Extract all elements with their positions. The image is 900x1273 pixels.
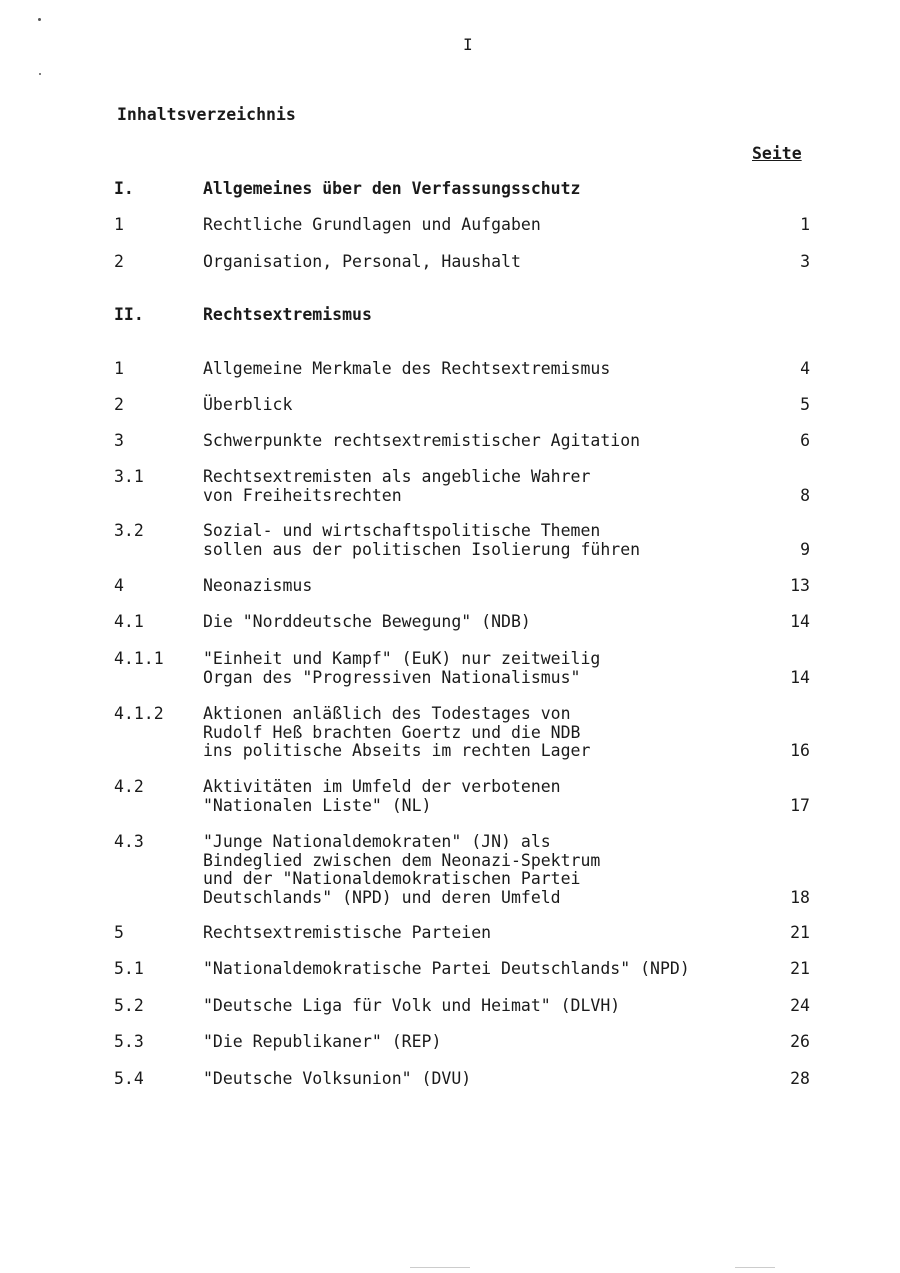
toc-entry[interactable] bbox=[0, 577, 900, 596]
toc-entry[interactable] bbox=[0, 705, 900, 761]
entry-title: Organisation, Personal, Haushalt bbox=[203, 252, 521, 271]
section-number: I. bbox=[114, 179, 134, 198]
entry-page: 14 bbox=[790, 667, 810, 687]
toc-entry[interactable] bbox=[0, 997, 900, 1016]
entry-title: Die "Norddeutsche Bewegung" (NDB) bbox=[203, 612, 531, 631]
toc-entry[interactable] bbox=[0, 960, 900, 979]
entry-title: "Deutsche Volksunion" (DVU) bbox=[203, 1069, 472, 1088]
entry-page: 14 bbox=[790, 612, 810, 631]
entry-title: "Einheit und Kampf" (EuK) nur zeitweilig Organ des "Progressiven Nationalismus" bbox=[203, 649, 601, 687]
entry-title: "Nationaldemokratische Partei Deutschlands" (NPD) bbox=[203, 959, 690, 978]
entry-page: 9 bbox=[800, 539, 810, 559]
entry-title: Rechtsextremisten als angebliche Wahrer von Freiheitsrechten bbox=[203, 467, 591, 505]
entry-number: 1 bbox=[114, 215, 124, 234]
entry-page: 16 bbox=[790, 741, 810, 760]
scan-speck bbox=[39, 73, 41, 75]
entry-title: Sozial- und wirtschaftspolitische Themen sollen aus der politischen Isolierung führen bbox=[203, 521, 641, 559]
entry-title: "Deutsche Liga für Volk und Heimat" (DLVH) bbox=[203, 996, 621, 1015]
entry-page: 21 bbox=[790, 959, 810, 978]
entry-title: Schwerpunkte rechtsextremistischer Agitation bbox=[203, 431, 641, 450]
entry-page: 3 bbox=[800, 252, 810, 271]
entry-number: 5.2 bbox=[114, 996, 144, 1015]
toc-entry[interactable] bbox=[0, 396, 900, 415]
entry-title: Aktivitäten im Umfeld der verbotenen "Nationalen Liste" (NL) bbox=[203, 777, 561, 815]
entry-title: "Die Republikaner" (REP) bbox=[203, 1032, 442, 1051]
entry-title: "Junge Nationaldemokraten" (JN) als Bindeglied zwischen dem Neonazi-Spektrum und der "Nationaldemokratischen Partei Deutschlands" (NPD) und deren Umfeld bbox=[203, 832, 601, 907]
entry-number: 2 bbox=[114, 252, 124, 271]
section-title: Rechtsextremismus bbox=[203, 305, 372, 324]
entry-page: 8 bbox=[800, 485, 810, 505]
section-number: II. bbox=[114, 305, 144, 324]
toc-entry[interactable] bbox=[0, 778, 900, 815]
entry-number: 3.2 bbox=[114, 521, 144, 540]
entry-title: Neonazismus bbox=[203, 576, 313, 595]
entry-title: Rechtliche Grundlagen und Aufgaben bbox=[203, 215, 541, 234]
entry-title: Rechtsextremistische Parteien bbox=[203, 923, 492, 942]
entry-title: Überblick bbox=[203, 395, 293, 414]
entry-title: Aktionen anläßlich des Todestages von Rudolf Heß brachten Goertz und die NDB ins politische Abseits im rechten Lager bbox=[203, 704, 591, 760]
toc-entry[interactable] bbox=[0, 833, 900, 907]
section-title: Allgemeines über den Verfassungsschutz bbox=[203, 179, 581, 198]
toc-entry[interactable] bbox=[0, 216, 900, 235]
entry-page: 24 bbox=[790, 996, 810, 1015]
entry-number: 4.2 bbox=[114, 777, 144, 796]
entry-number: 4 bbox=[114, 576, 124, 595]
scan-artifact bbox=[410, 1267, 470, 1268]
toc-entry[interactable] bbox=[0, 468, 900, 505]
toc-entry[interactable] bbox=[0, 650, 900, 687]
entry-page: 21 bbox=[790, 923, 810, 942]
page-number: I bbox=[463, 35, 473, 54]
entry-page: 13 bbox=[790, 576, 810, 595]
entry-page: 18 bbox=[790, 887, 810, 907]
entry-number: 5.3 bbox=[114, 1032, 144, 1051]
scan-speck bbox=[38, 18, 41, 21]
entry-number: 1 bbox=[114, 359, 124, 378]
entry-page: 5 bbox=[800, 395, 810, 414]
entry-page: 1 bbox=[800, 215, 810, 234]
entry-page: 28 bbox=[790, 1069, 810, 1088]
entry-number: 4.1 bbox=[114, 612, 144, 631]
toc-title: Inhaltsverzeichnis bbox=[117, 105, 296, 124]
entry-page: 6 bbox=[800, 431, 810, 450]
entry-number: 3 bbox=[114, 431, 124, 450]
entry-number: 5.1 bbox=[114, 959, 144, 978]
entry-number: 4.1.2 bbox=[114, 704, 164, 723]
toc-entry[interactable] bbox=[0, 924, 900, 943]
entry-number: 4.3 bbox=[114, 832, 144, 851]
entry-number: 3.1 bbox=[114, 467, 144, 486]
toc-entry[interactable] bbox=[0, 613, 900, 632]
page-column-header: Seite bbox=[752, 144, 802, 163]
toc-entry[interactable] bbox=[0, 1033, 900, 1052]
toc-entry[interactable] bbox=[0, 360, 900, 379]
scan-artifact bbox=[735, 1267, 775, 1268]
entry-number: 4.1.1 bbox=[114, 649, 164, 668]
entry-number: 2 bbox=[114, 395, 124, 414]
entry-page: 17 bbox=[790, 795, 810, 815]
entry-number: 5.4 bbox=[114, 1069, 144, 1088]
toc-entry[interactable] bbox=[0, 522, 900, 559]
entry-number: 5 bbox=[114, 923, 124, 942]
entry-page: 26 bbox=[790, 1032, 810, 1051]
toc-entry[interactable] bbox=[0, 1070, 900, 1089]
toc-entry[interactable] bbox=[0, 432, 900, 451]
entry-title: Allgemeine Merkmale des Rechtsextremismus bbox=[203, 359, 611, 378]
toc-entry[interactable] bbox=[0, 253, 900, 272]
entry-page: 4 bbox=[800, 359, 810, 378]
